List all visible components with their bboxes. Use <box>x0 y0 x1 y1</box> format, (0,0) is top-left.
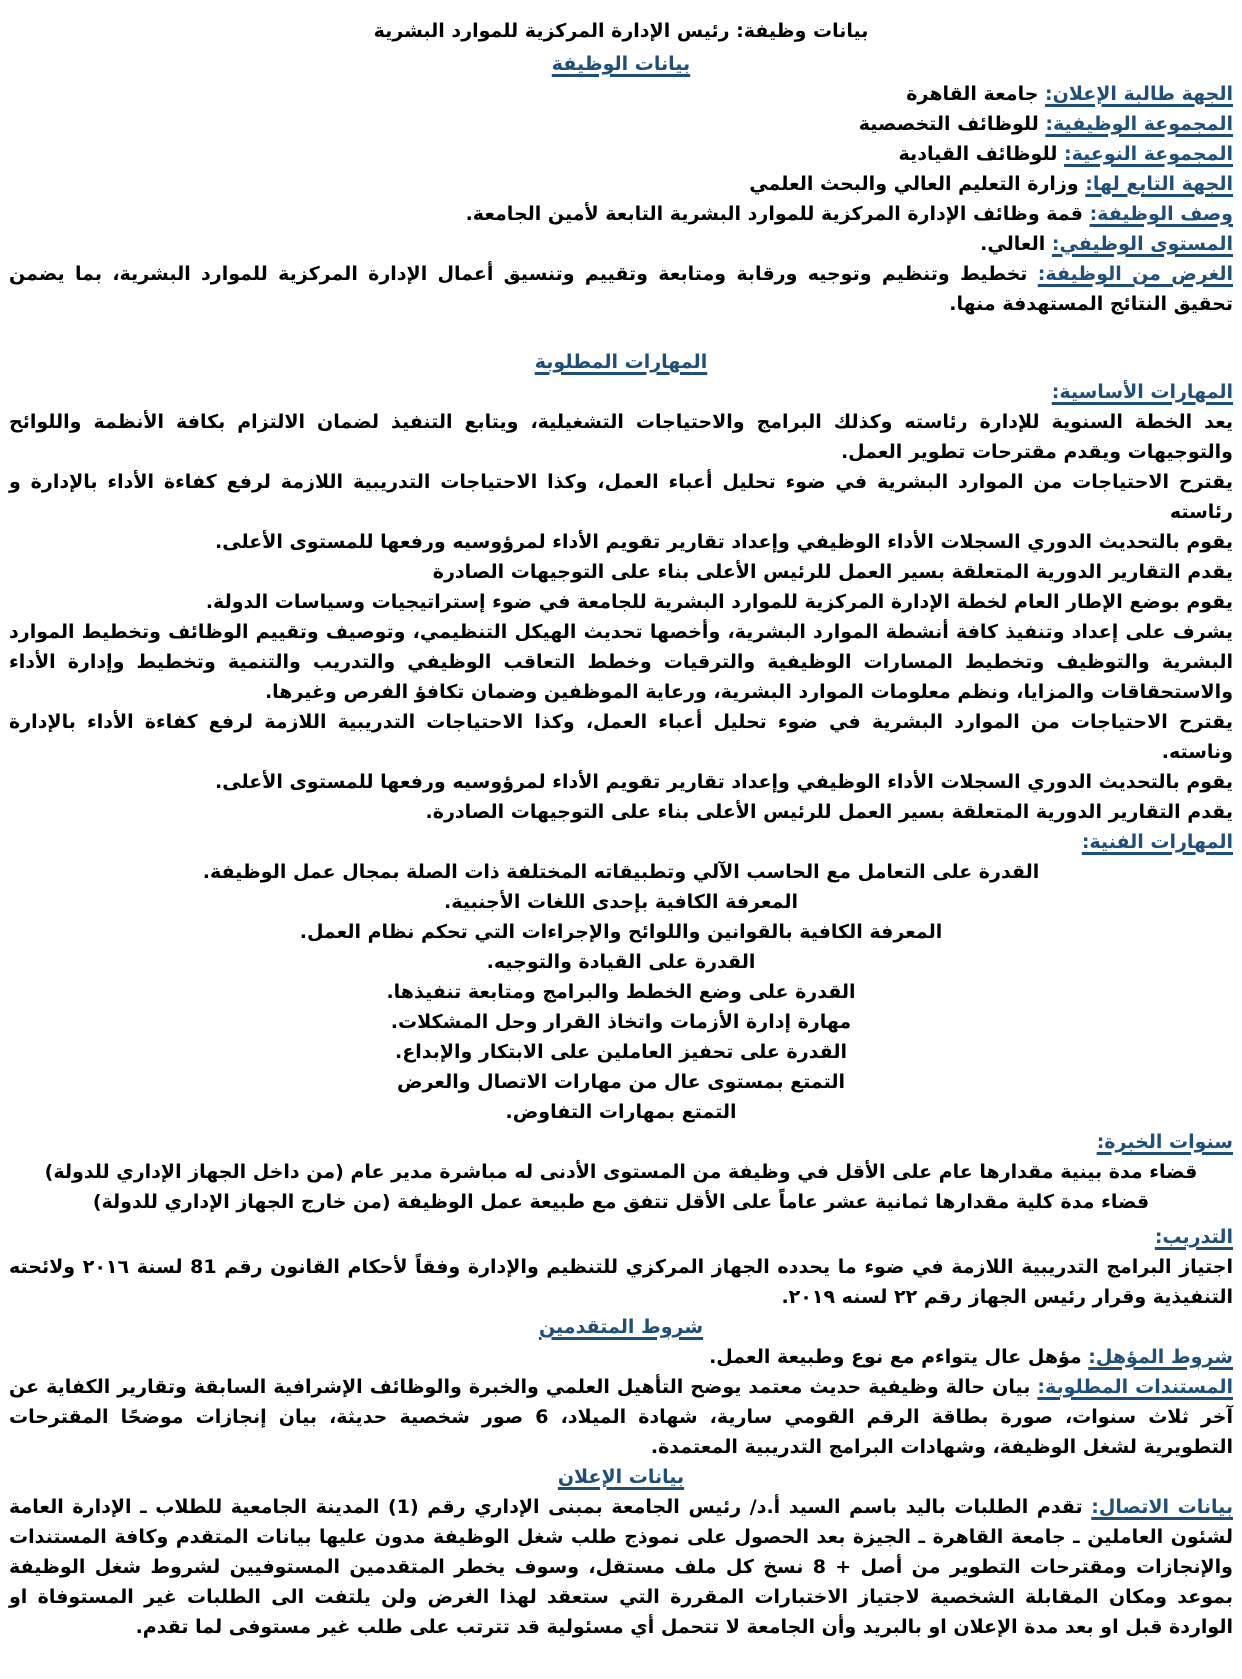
basic-skill-item: يقترح الاحتياجات من الموارد البشرية في ضوء تحليل أعباء العمل، وكذا الاحتياجات التدريبية اللازمة لرفع كفاءة الأداء بالإدارة وناسته. <box>9 711 1233 763</box>
field-parent-entity-value: وزارة التعليم العالي والبحث العلمي <box>749 173 1079 195</box>
technical-skill-item: المعرفة الكافية بإحدى اللغات الأجنبية. <box>444 891 798 913</box>
field-job-purpose <box>9 259 1233 319</box>
heading-required-skills: المهارات المطلوبة <box>534 351 708 373</box>
heading-announcement-data: بيانات الإعلان <box>557 1466 685 1488</box>
basic-skill-item: يقدم التقارير الدورية المتعلقة بسير العمل للرئيس الأعلى بناء على التوجيهات الصادرة <box>432 561 1233 583</box>
field-qualification <box>9 1342 1233 1372</box>
technical-skill-item: التمتع بمستوى عال من مهارات الاتصال والعرض <box>397 1071 845 1093</box>
basic-skill-item: يقوم بالتحديث الدوري السجلات الأداء الوظيفي وإعداد تقارير تقويم الأداء لمرؤوسيه ورفعها للمستوى الأعلى. <box>215 771 1233 793</box>
field-job-description-label: وصف الوظيفة: <box>1089 203 1233 225</box>
field-job-group-value: للوظائف التخصصية <box>858 113 1039 135</box>
basic-skill-item: يقوم بوضع الإطار العام لخطة الإدارة المركزية للموارد البشرية للجامعة في ضوء إستراتيجيات وسياسات الدولة. <box>205 591 1233 613</box>
field-job-description <box>9 199 1233 229</box>
field-job-group-label: المجموعة الوظيفية: <box>1045 113 1233 135</box>
technical-skill-item: القدرة على التعامل مع الحاسب الآلي وتطبيقاته المختلفة ذات الصلة بمجال عمل الوظيفة. <box>202 861 1040 883</box>
technical-skill-item: مهارة إدارة الأزمات واتخاذ القرار وحل المشكلات. <box>390 1011 852 1033</box>
field-job-purpose-value: تخطيط وتنظيم وتوجيه ورقابة ومتابعة وتقييم وتنسيق أعمال الإدارة المركزية للموارد البشرية، بما يضمن تحقيق النتائج المستهدفة منها. <box>9 263 1233 315</box>
field-contact-info-value: تقدم الطلبات باليد باسم السيد أ.د/ رئيس الجامعة بمبنى الإداري رقم (1) المدينة الجامعية للطلاب ـ الإدارة العامة لشئون العاملين ـ جامعة القاهرة ـ الجيزة بعد الحصول على نموذج طلب شغل الوظيفة مدون عليها بيانات المتقدم وكافة المستندات والإنجازات ومقترحات التطوير من أصل + 8 نسخ كل ملف مستقل، وسوف يخطر المتقدمين المستوفيين لشروط شغل الوظيفة بموعد ومكان المقابلة الشخصية لاجتياز الاختبارات المقررة التي ستعقد لهذا الغرض ولن يلتفت الى الطلبات غير المستوفاة او الواردة قبل او بعد مدة الإعلان او بالبريد وأن الجامعة لا تتحمل أي مسئولية قد تترتب على طلب غير مستوفى لما تقدم. <box>9 1496 1233 1638</box>
field-type-group-value: للوظائف القيادية <box>898 143 1058 165</box>
technical-skill-item: القدرة على تحفيز العاملين على الابتكار والإبداع. <box>395 1041 847 1063</box>
experience-label-line <box>9 1127 1233 1157</box>
technical-skill-item: القدرة على وضع الخطط والبرامج ومتابعة تنفيذها. <box>386 981 856 1003</box>
technical-skill-item: التمتع بمهارات التفاوض. <box>505 1101 737 1123</box>
field-qualification-value: مؤهل عال يتواءم مع نوع وطبيعة العمل. <box>709 1346 1082 1368</box>
technical-skills-label-line <box>9 827 1233 857</box>
training-label: التدريب: <box>1154 1226 1233 1248</box>
document-title: بيانات وظيفة: رئيس الإدارة المركزية للموارد البشرية <box>373 20 869 42</box>
field-required-documents <box>9 1372 1233 1462</box>
basic-skill-item: يقدم التقارير الدورية المتعلقة بسير العمل للرئيس الأعلى بناء على التوجيهات الصادرة. <box>425 801 1233 823</box>
basic-skill-item: يقوم بالتحديث الدوري السجلات الأداء الوظيفي وإعداد تقارير تقويم الأداء لمرؤوسيه ورفعها للمستوى الأعلى. <box>215 531 1233 553</box>
training-text: اجتياز البرامج التدريبية اللازمة في ضوء ما يحدده الجهاز المركزي للتنظيم والإدارة وفقاً لأحكام القانون رقم 81 لسنة ٢٠١٦ ولائحته التنفيذية وقرار رئيس الجهاز رقم ٢٢ لسنه ٢٠١٩. <box>9 1256 1233 1308</box>
field-type-group-label: المجموعة النوعية: <box>1063 143 1233 165</box>
basic-skill-item: يعد الخطة السنوية للإدارة رئاسته وكذلك البرامج والاحتياجات التشغيلية، ويتابع التنفيذ لضمان الالتزام بكافة الأنظمة واللوائح والتوجيهات ويقدم مقترحات تطوير العمل. <box>9 411 1233 463</box>
basic-skill-item: يشرف على إعداد وتنفيذ كافة أنشطة الموارد البشرية، وأخصها تحديث الهيكل التنظيمي، وتوصيف وتقييم الوظائف وتخطيط الموارد البشرية والتوظيف وتخطيط المسارات الوظيفية والترقيات وخطط التعاقب الوظيفي والتدريب والتنمية وتخطيط وإدارة الأداء والاستحقاقات والمزايا، ونظم معلومات الموارد البشرية، ورعاية الموظفين وضمان تكافؤ الفرص وغيرها. <box>9 621 1233 703</box>
heading-applicant-conditions: شروط المتقدمين <box>538 1316 704 1338</box>
technical-skill-item: المعرفة الكافية بالقوانين واللوائح والإجراءات التي تحكم نظام العمل. <box>299 921 943 943</box>
field-contact-info <box>9 1492 1233 1642</box>
field-requesting-entity-value: جامعة القاهرة <box>906 83 1039 105</box>
field-job-level <box>9 229 1233 259</box>
field-parent-entity-label: الجهة التابع لها: <box>1085 173 1233 195</box>
heading-job-data: بيانات الوظيفة <box>551 53 691 75</box>
field-job-purpose-label: الغرض من الوظيفة: <box>1037 263 1233 285</box>
experience-label: سنوات الخبرة: <box>1096 1131 1233 1153</box>
training-label-line <box>9 1222 1233 1252</box>
technical-skill-item: القدرة على القيادة والتوجيه. <box>486 951 756 973</box>
field-job-description-value: قمة وظائف الإدارة المركزية للموارد البشرية التابعة لأمين الجامعة. <box>465 203 1083 225</box>
field-requesting-entity <box>9 79 1233 109</box>
basic-skill-item: يقترح الاحتياجات من الموارد البشرية في ضوء تحليل أعباء العمل، وكذا الاحتياجات التدريبية اللازمة لرفع كفاءة الأداء بالإدارة و رئاسته <box>9 471 1233 523</box>
experience-item: قضاء مدة بينية مقدارها عام على الأقل في وظيفة من المستوى الأدنى له مباشرة مدير عام (من داخل الجهاز الإداري للدولة) <box>44 1161 1198 1183</box>
field-required-documents-label: المستندات المطلوبة: <box>1037 1376 1233 1398</box>
field-job-level-label: المستوى الوظيفي: <box>1051 233 1233 255</box>
field-contact-info-label: بيانات الاتصال: <box>1091 1496 1234 1518</box>
field-job-level-value: العالي. <box>980 233 1046 255</box>
field-job-group <box>9 109 1233 139</box>
experience-item: قضاء مدة كلية مقدارها ثمانية عشر عاماً على الأقل تتفق مع طبيعة عمل الوظيفة (من خارج الجهاز الإداري للدولة) <box>92 1191 1150 1213</box>
field-required-documents-value: بيان حالة وظيفية حديث معتمد يوضح التأهيل العلمي والخبرة والوظائف الإشرافية السابقة وتقارير الكفاية عن آخر ثلاث سنوات، صورة بطاقة الرقم القومي سارية، شهادة الميلاد، 6 صور شخصية حديثة، بيان إنجازات موضحًا المقترحات التطويرية لشغل الوظيفة، وشهادات البرامج التدريبية المعتمدة. <box>9 1376 1233 1458</box>
basic-skills-label-line <box>9 377 1233 407</box>
field-qualification-label: شروط المؤهل: <box>1088 1346 1233 1368</box>
field-parent-entity <box>9 169 1233 199</box>
technical-skills-label: المهارات الفنية: <box>1081 831 1233 853</box>
field-type-group <box>9 139 1233 169</box>
field-requesting-entity-label: الجهة طالبة الإعلان: <box>1045 83 1233 105</box>
basic-skills-label: المهارات الأساسية: <box>1051 381 1233 403</box>
